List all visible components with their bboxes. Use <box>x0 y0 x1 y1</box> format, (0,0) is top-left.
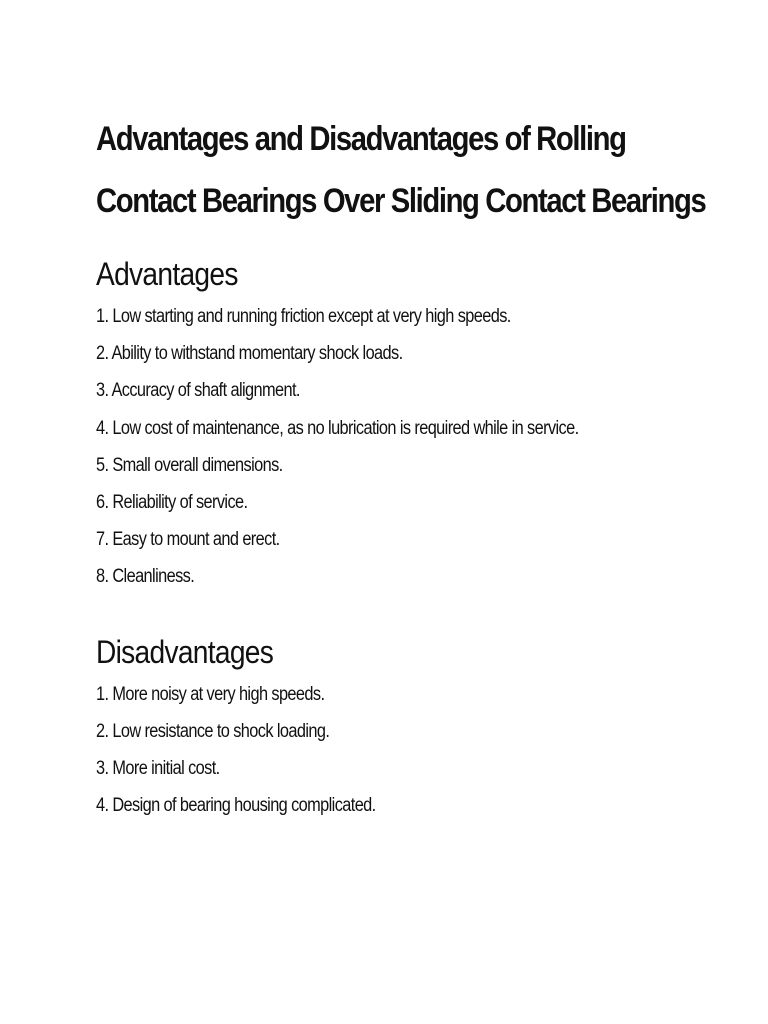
advantages-section <box>96 254 736 596</box>
page-title <box>96 108 706 232</box>
disadvantages-list <box>96 676 736 825</box>
list-item: 1. Low starting and running friction except at very high speeds. <box>96 306 511 327</box>
disadvantages-heading: Disadvantages <box>96 633 274 670</box>
list-item: 5. Small overall dimensions. <box>96 454 283 476</box>
list-item: 3. Accuracy of shaft alignment. <box>96 380 300 402</box>
list-item: 4. Low cost of maintenance, as no lubrication is required while in service. <box>96 417 579 439</box>
page-title-line-2: Contact Bearings Over Sliding Contact Bearings <box>96 182 706 220</box>
page-title-line-1: Advantages and Disadvantages of Rolling <box>96 120 626 158</box>
list-item: 2. Low resistance to shock loading. <box>96 720 330 742</box>
list-item: 7. Easy to mount and erect. <box>96 529 280 551</box>
advantages-list <box>96 298 736 596</box>
list-item: 3. More initial cost. <box>96 758 220 780</box>
disadvantages-section <box>96 632 736 825</box>
list-item: 4. Design of bearing housing complicated. <box>96 795 376 817</box>
document-page <box>96 108 736 824</box>
list-item: 1. More noisy at very high speeds. <box>96 683 325 705</box>
list-item: 6. Reliability of service. <box>96 492 248 514</box>
list-item: 2. Ability to withstand momentary shock loads. <box>96 343 403 365</box>
advantages-heading: Advantages <box>96 256 238 292</box>
list-item: 8. Cleanliness. <box>96 566 195 588</box>
